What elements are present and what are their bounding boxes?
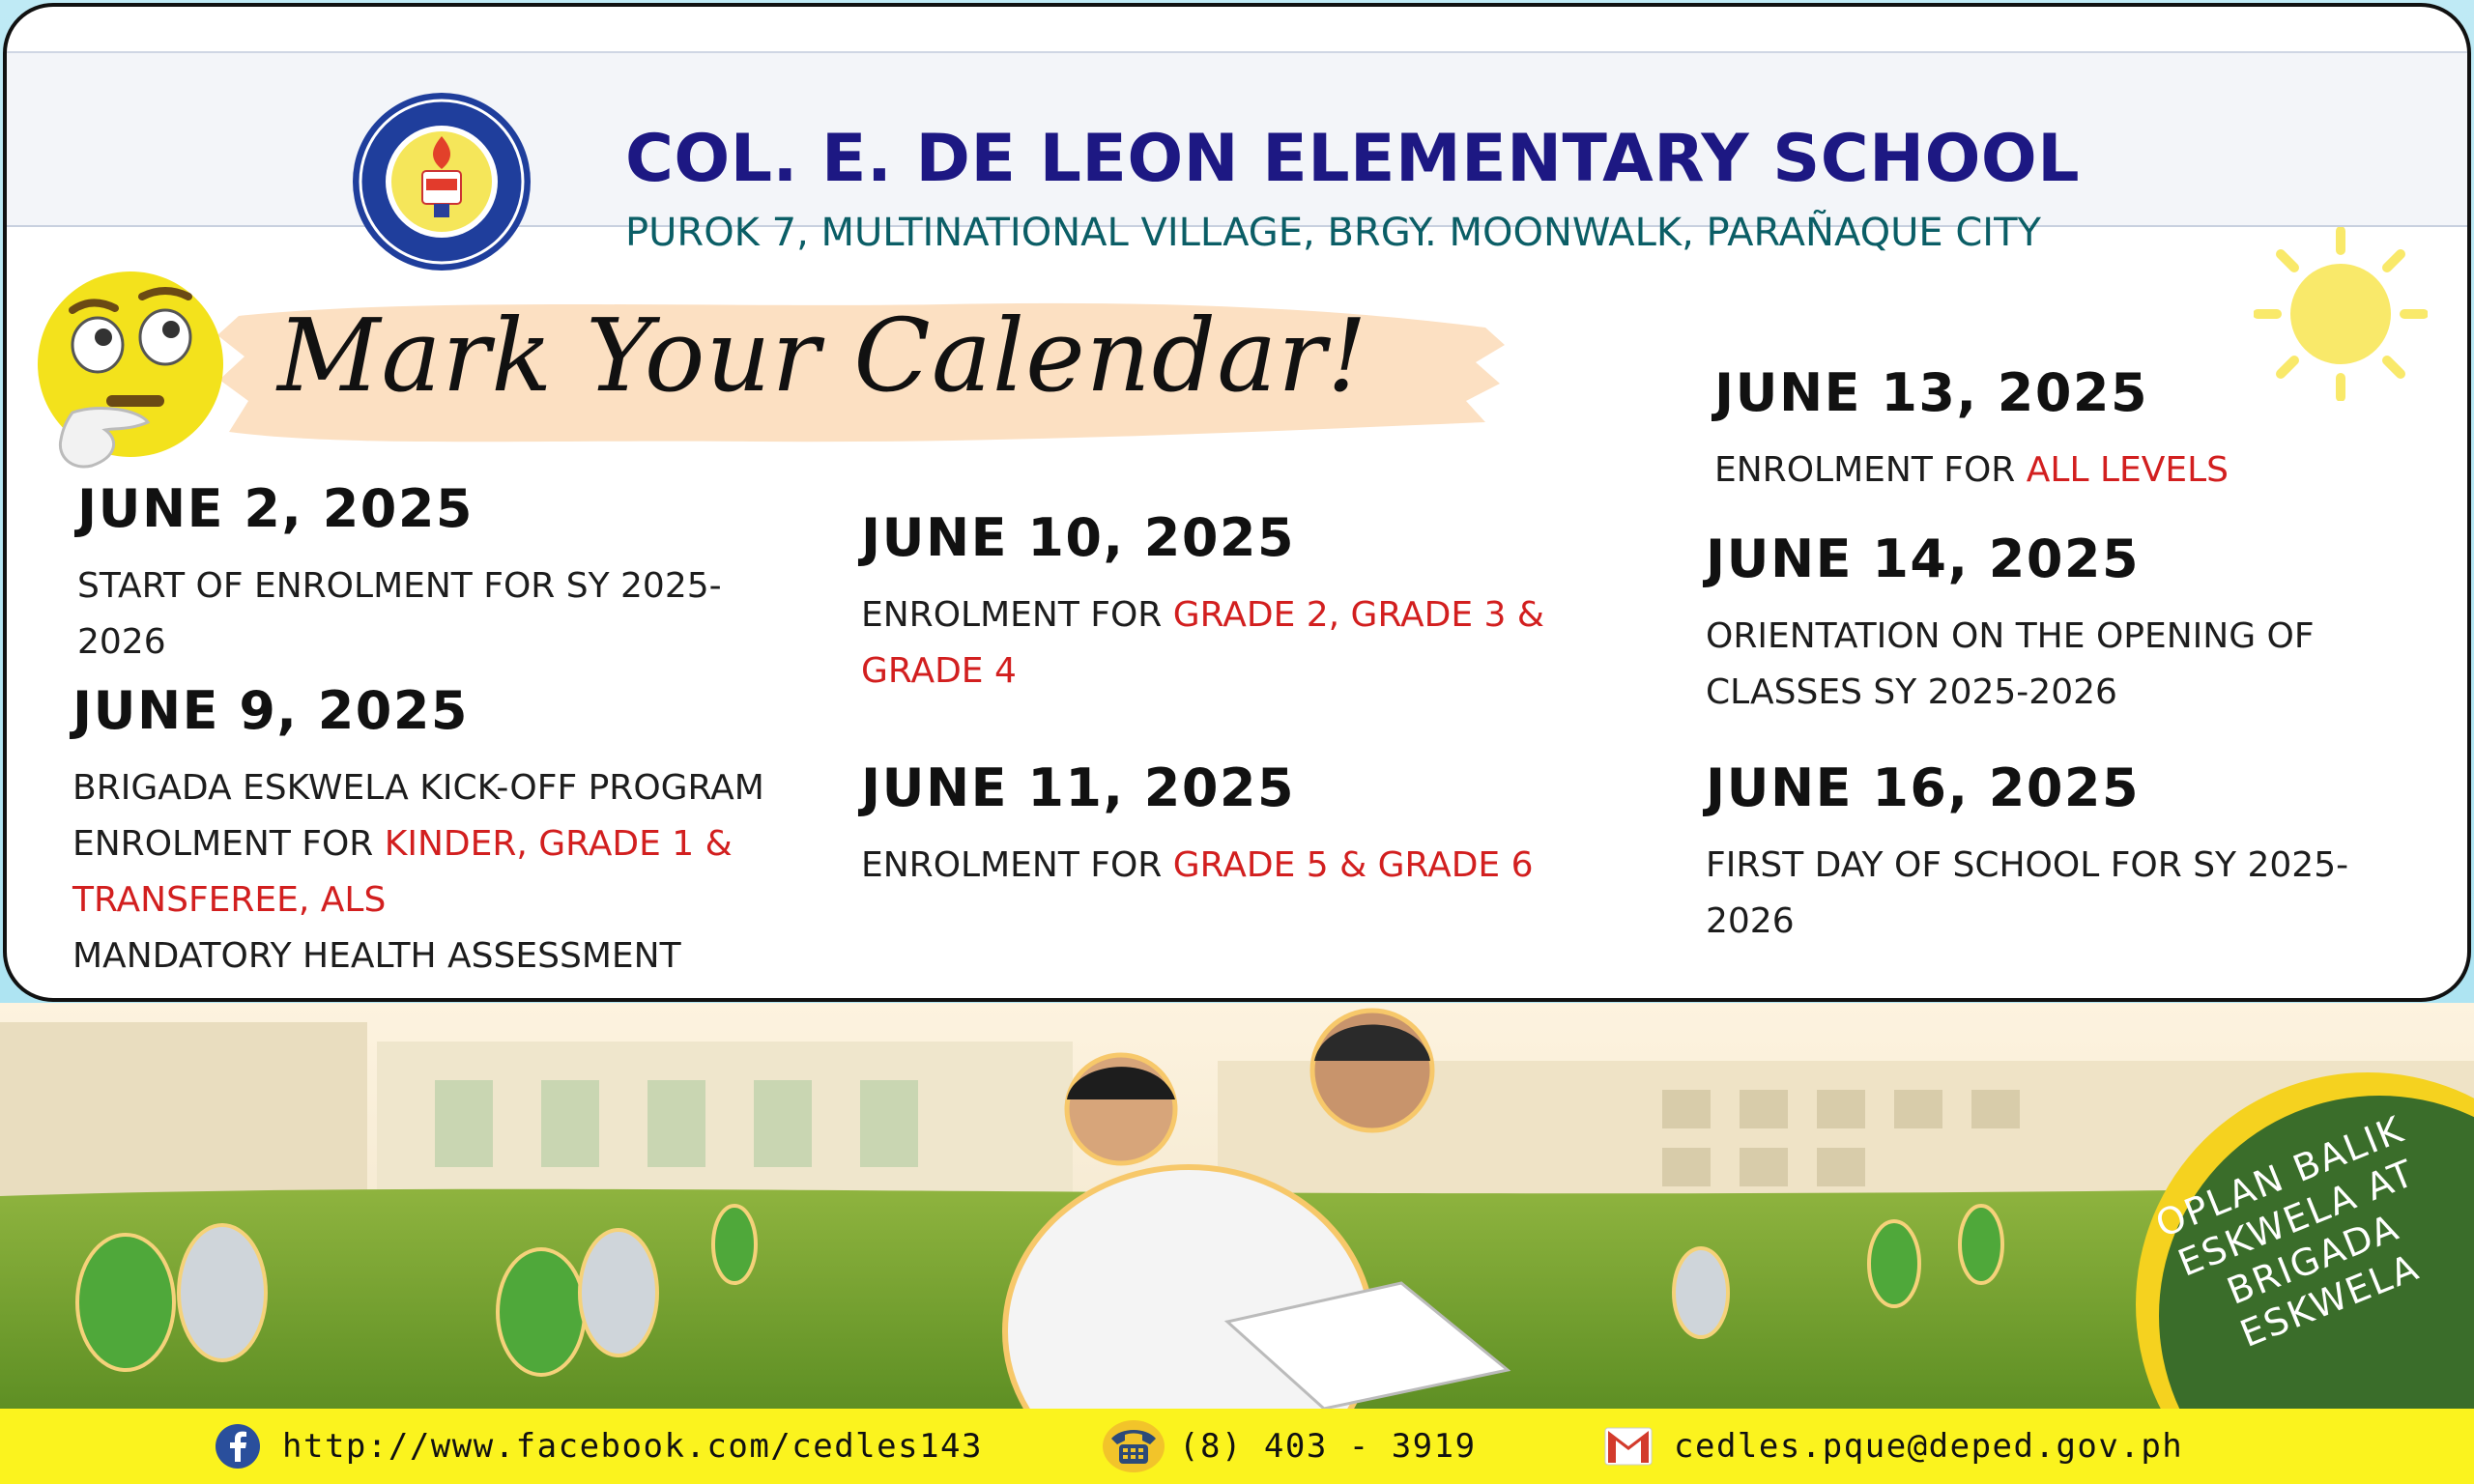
contact-footer [0, 1409, 2474, 1484]
phone-contact[interactable] [1102, 1422, 1477, 1470]
highlighted-text: KINDER, GRADE 1 & [384, 824, 733, 864]
event-date: JUNE 16, 2025 [1706, 757, 2141, 818]
highlighted-text: GRADE 4 [861, 651, 1017, 691]
email-address[interactable]: cedles.pque@deped.gov.ph [1674, 1427, 2184, 1466]
calendar-card [3, 3, 2471, 1002]
header [7, 51, 2467, 255]
badge-text: OPLAN BALIK ESKWELA AT BRIGADA ESKWELA [2149, 1107, 2426, 1356]
event-detail-line [1706, 838, 2348, 894]
event-details [1706, 838, 2348, 950]
detail-text: ENROLMENT FOR [72, 824, 385, 864]
phone-icon [1102, 1419, 1165, 1473]
emoji-thinking-icon [34, 268, 227, 475]
school-photo-banner [0, 1003, 2474, 1409]
event-june-11 [861, 757, 1534, 894]
page-title: Mark Your Calendar! [277, 297, 1368, 414]
event-detail-line [1706, 665, 2315, 721]
email-contact[interactable] [1604, 1422, 2183, 1470]
highlighted-text: GRADE 5 & GRADE 6 [1172, 845, 1534, 885]
facebook-contact[interactable] [215, 1422, 983, 1470]
school-seal-logo [345, 90, 538, 273]
event-detail-line [72, 872, 764, 928]
event-date: JUNE 9, 2025 [72, 680, 470, 741]
mail-icon [1604, 1427, 1653, 1466]
detail-text: 2026 [1706, 901, 1795, 941]
event-detail-line [1714, 442, 2229, 499]
detail-text: ENROLMENT FOR [861, 595, 1173, 635]
event-detail-line [861, 643, 1544, 699]
detail-text: ENROLMENT FOR [1714, 450, 2027, 490]
event-june-16 [1706, 757, 2348, 950]
event-detail-line [72, 928, 764, 985]
event-date: JUNE 2, 2025 [77, 478, 475, 539]
sun-icon [2254, 227, 2428, 401]
event-details [861, 587, 1544, 699]
facebook-icon [215, 1423, 261, 1470]
event-details [1706, 609, 2315, 721]
event-date: JUNE 11, 2025 [861, 757, 1296, 818]
event-detail-line [1706, 609, 2315, 665]
event-details [1714, 442, 2229, 499]
school-name: COL. E. DE LEON ELEMENTARY SCHOOL [625, 121, 2081, 197]
event-june-9 [72, 680, 764, 985]
event-date: JUNE 14, 2025 [1706, 528, 2141, 589]
highlighted-text: TRANSFEREE, ALS [72, 880, 387, 920]
event-details [77, 558, 722, 671]
highlighted-text: ALL LEVELS [2026, 450, 2229, 490]
event-details [861, 838, 1534, 894]
detail-text: ORIENTATION ON THE OPENING OF [1706, 616, 2315, 656]
detail-text: ENROLMENT FOR [861, 845, 1173, 885]
event-detail-line [861, 838, 1534, 894]
event-date: JUNE 13, 2025 [1714, 362, 2149, 423]
event-detail-line [77, 614, 722, 671]
phone-number[interactable]: (8) 403 - 3919 [1179, 1427, 1477, 1466]
school-address: PUROK 7, MULTINATIONAL VILLAGE, BRGY. MOONWALK, PARAÑAQUE CITY [625, 211, 2041, 255]
event-detail-line [861, 587, 1544, 643]
detail-text: CLASSES SY 2025-2026 [1706, 672, 2117, 712]
highlighted-text: GRADE 2, GRADE 3 & [1172, 595, 1544, 635]
event-june-14 [1706, 528, 2315, 721]
detail-text: FIRST DAY OF SCHOOL FOR SY 2025- [1706, 845, 2349, 885]
event-june-13 [1714, 362, 2229, 499]
detail-text: 2026 [77, 622, 166, 662]
event-june-2 [77, 478, 722, 671]
detail-text: MANDATORY HEALTH ASSESSMENT [72, 936, 681, 976]
detail-text: BRIGADA ESKWELA KICK-OFF PROGRAM [72, 768, 764, 808]
event-june-10 [861, 507, 1544, 699]
event-detail-line [72, 760, 764, 816]
detail-text: START OF ENROLMENT FOR SY 2025- [77, 566, 722, 606]
event-detail-line [77, 558, 722, 614]
facebook-url[interactable]: http://www.facebook.com/cedles143 [282, 1427, 984, 1466]
event-details [72, 760, 764, 985]
event-detail-line [1706, 894, 2348, 950]
event-detail-line [72, 816, 764, 872]
event-date: JUNE 10, 2025 [861, 507, 1296, 568]
